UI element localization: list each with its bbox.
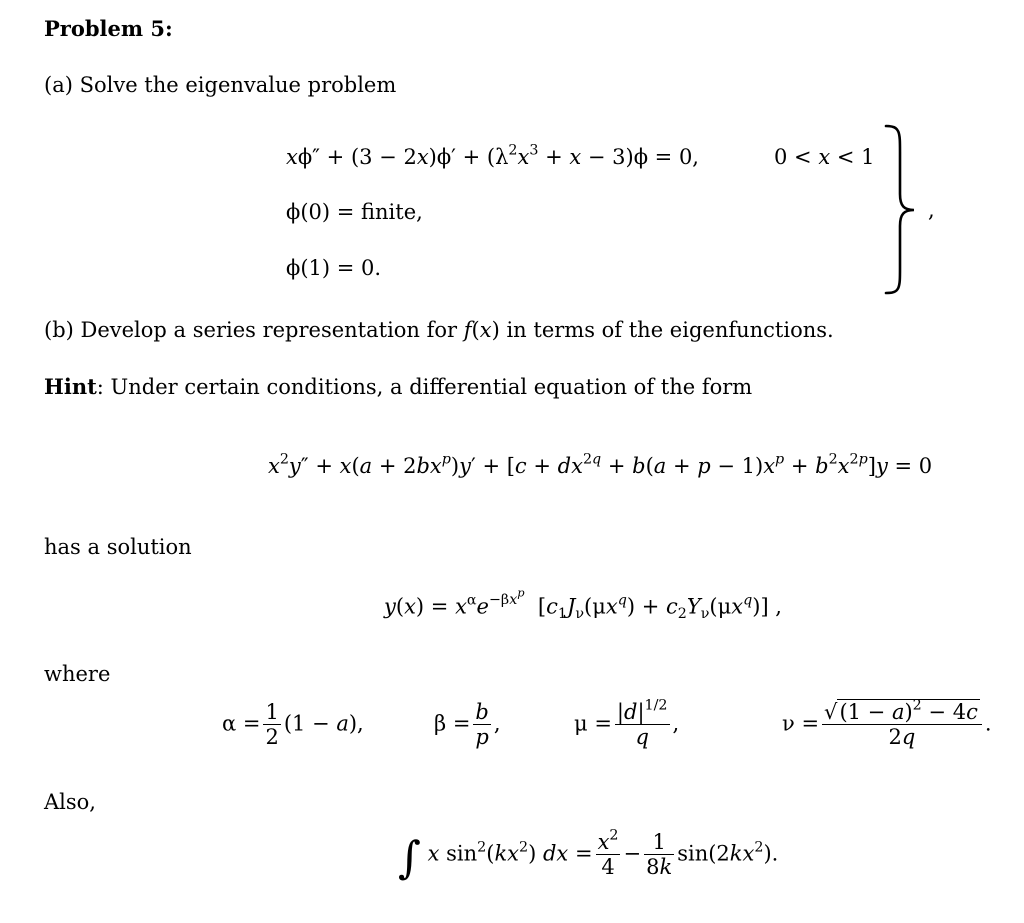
part-a-text: (a) Solve the eigenvalue problem (44, 73, 397, 97)
mu-definition: μ = $\frac{|d|^{1/2}}{q}$ , (574, 697, 680, 750)
hint-ode: $x^2y'' + x(a + 2bx^p)y' + [c + dx^{2q} + b(a + p - 1)x^p + b^2x^{2p}]y = 0$ (268, 451, 933, 478)
beta-definition: β = $\frac{b}{p}$ , (434, 700, 501, 750)
part-b-text: (b) Develop a series representation for f(x) in terms of the eigenfunctions. (44, 318, 834, 342)
hint-line (44, 374, 752, 399)
right-brace (880, 122, 920, 297)
alpha-definition: α = $\frac{1}{2}$ (1 − a), (222, 700, 364, 750)
brace-comma: , (928, 198, 935, 222)
equation-1-domain: 0 < x < 1 (774, 145, 875, 169)
integral-identity: ∫ x $\sin^2(kx^2)$ dx = $\frac{x^2}{4}$ − $\frac{1}{8k}$ $\sin(2kx^2)$. (398, 827, 779, 884)
equation-1: $x\phi'' + (3 - 2x)\phi' + (\lambda^2x^3 + x - 3)\phi = 0$, (286, 142, 699, 169)
has-solution-text: has a solution (44, 535, 192, 559)
nu-definition: ν = $\frac{√(1 - a)^2 - 4c}{2q}$ . (782, 697, 992, 750)
hint-solution: $y(x) = x^\alpha e^{-\beta x^p}$ $[c_1J_\nu(\mu x^q) + c_2Y_\nu(\mu x^q)]$ , (384, 586, 782, 622)
problem-title-text: Problem 5: (44, 16, 173, 41)
integral-sign: ∫ (398, 832, 421, 884)
also-text: Also, (44, 790, 96, 814)
equation-3: ϕ(1) = 0. (286, 256, 382, 280)
equation-2: ϕ(0) = finite, (286, 200, 423, 224)
where-text: where (44, 662, 111, 686)
hint-label: Hint (44, 374, 97, 399)
hint-text: : Under certain conditions, a differential equation of the form (96, 375, 753, 399)
problem-title (44, 16, 173, 41)
